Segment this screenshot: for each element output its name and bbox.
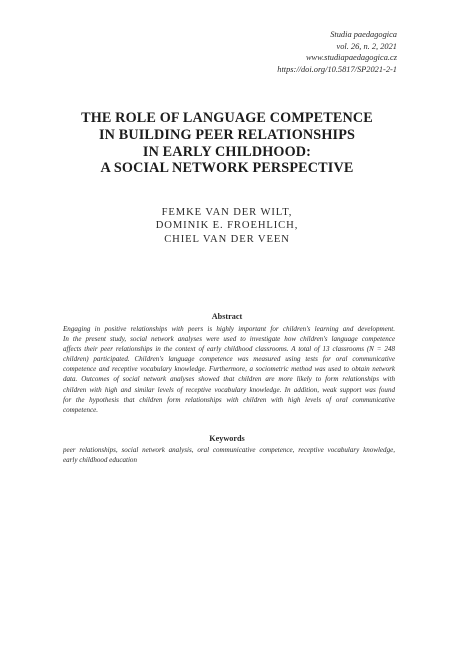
keywords-line: early childhood education (63, 456, 137, 465)
author-name: CHIEL VAN DER VEEN (164, 233, 290, 245)
keywords-body (63, 445, 395, 465)
abstract-body (63, 324, 395, 415)
keywords-line: peer relationships, social network analysis, oral communicative competence, receptive vocabulary knowledge, (63, 446, 395, 454)
abstract-line: data. Outcomes of social network analyses showed that children are more likely to form relationships with (63, 375, 395, 384)
journal-volume: vol. 26, n. 2, 2021 (336, 41, 397, 51)
journal-name: Studia paedagogica (330, 30, 397, 39)
abstract-line: Engaging in positive relationships with peers is highly important for children's learning and development. (63, 325, 395, 333)
journal-header (277, 29, 397, 75)
journal-website: www.studiapaedagogica.cz (305, 53, 397, 63)
keywords-heading: Keywords (209, 434, 245, 443)
abstract-line: In the present study, social network analyses were used to investigate how children's language competence (63, 335, 395, 344)
abstract-line: competence and receptive vocabulary knowledge. Furthermore, a sociometric method was used to obtain network (63, 365, 395, 374)
abstract-heading: Abstract (211, 312, 243, 321)
author-name: FEMKE VAN DER WILT, (161, 207, 293, 218)
abstract-line: competence. (63, 405, 99, 414)
title-line: THE ROLE OF LANGUAGE COMPETENCE (81, 110, 373, 126)
abstract-line: affects their peer relationships in the context of early childhood classrooms. A total of 13 classrooms (N = 248 (63, 345, 395, 354)
abstract-line: children) participated. Children's language competence was measured using tests for oral communicative (63, 355, 395, 364)
author-list (40, 206, 414, 246)
title-line: IN EARLY CHILDHOOD: (142, 143, 312, 160)
abstract-line: for the hypothesis that children form relationships with children with high levels of oral communicative (63, 395, 395, 404)
journal-doi: https://doi.org/10.5817/SP2021-2-1 (277, 64, 397, 74)
author-name: DOMINIK E. FROEHLICH, (155, 220, 299, 232)
title-line: IN BUILDING PEER RELATIONSHIPS (98, 126, 356, 143)
abstract-line: children with high and similar levels of receptive vocabulary knowledge. In addition, weak support was found (63, 385, 395, 394)
title-line: A SOCIAL NETWORK PERSPECTIVE (100, 160, 354, 177)
paper-title (40, 110, 414, 177)
